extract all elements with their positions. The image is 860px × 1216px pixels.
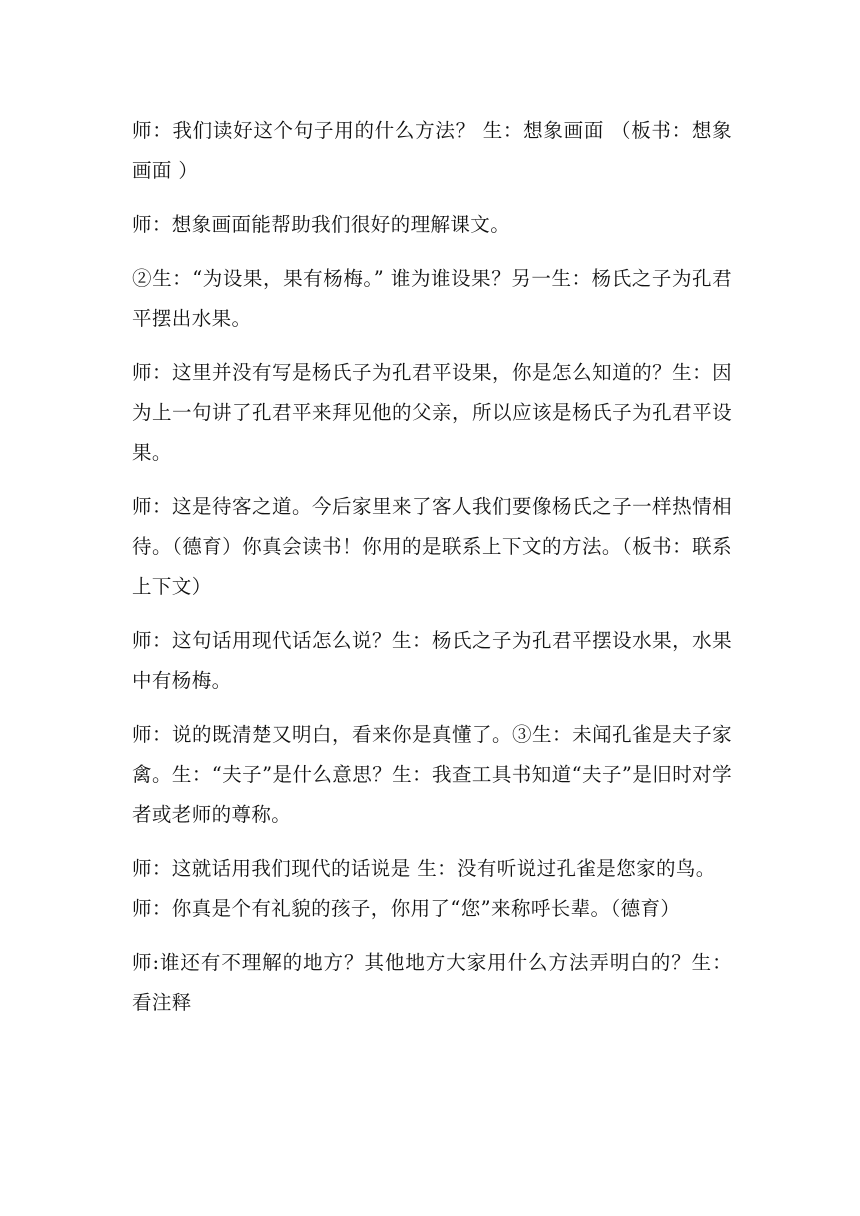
paragraph-8: 师：这就话用我们现代的话说是 生：没有听说过孔雀是您家的鸟。	[132, 857, 716, 880]
paragraph-2: 师：想象画面能帮助我们很好的理解课文。	[132, 213, 511, 236]
paragraph-7: 师：说的既清楚又明白，看来你是真懂了。③生：未闻孔雀是夫子家禽。生：“夫子”是什么意思？生：我查工具书知道“夫子”是旧时对学者或老师的尊称。	[132, 723, 732, 826]
document-body	[132, 111, 732, 1037]
paragraph-3: ②生：“为设果，果有杨梅。” 谁为谁设果？另一生：杨氏之子为孔君平摆出水果。	[132, 267, 732, 330]
paragraph-9: 师：你真是个有礼貌的孩子，你用了“您”来称呼长辈。（德育）	[132, 897, 681, 920]
paragraph-5: 师：这是待客之道。今后家里来了客人我们要像杨氏之子一样热情相待。（德育）你真会读书！你用的是联系上下文的方法。（板书：联系上下文）	[132, 495, 732, 598]
paragraph-6: 师：这句话用现代话怎么说？生：杨氏之子为孔君平摆设水果，水果中有杨梅。	[132, 629, 732, 692]
paragraph-10: 师:谁还有不理解的地方？其他地方大家用什么方法弄明白的？生：看注释	[132, 951, 732, 1014]
paragraph-4: 师：这里并没有写是杨氏子为孔君平设果，你是怎么知道的？生：因为上一句讲了孔君平来拜见他的父亲，所以应该是杨氏子为孔君平设果。	[132, 361, 732, 464]
paragraph-1: 师：我们读好这个句子用的什么方法？ 生：想象画面 （板书：想象画面 ）	[132, 119, 732, 182]
